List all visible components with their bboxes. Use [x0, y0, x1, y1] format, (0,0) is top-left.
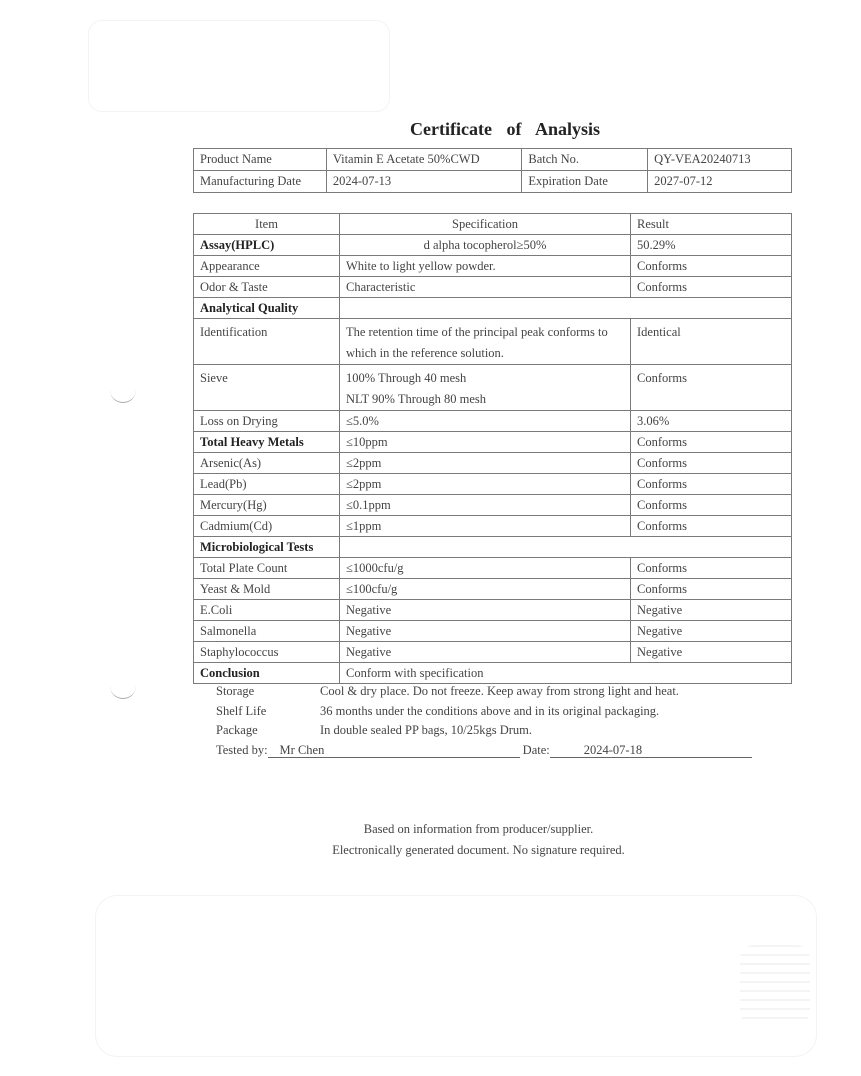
column-header-item: Item	[194, 214, 340, 235]
spec-cell: ≤5.0%	[340, 411, 631, 432]
spec-cell: ≤1ppm	[340, 516, 631, 537]
result-cell: Conforms	[631, 365, 792, 411]
result-cell: Conforms	[631, 432, 792, 453]
header-row	[194, 171, 792, 193]
result-cell: Conforms	[631, 256, 792, 277]
table-header-row	[194, 214, 792, 235]
table-row	[194, 256, 792, 277]
table-row	[194, 600, 792, 621]
spec-line: 100% Through 40 mesh	[346, 371, 467, 385]
tested-by-label: Tested by:	[216, 743, 268, 757]
table-row	[194, 642, 792, 663]
section-heading: Microbiological Tests	[194, 537, 340, 558]
result-cell: Negative	[631, 600, 792, 621]
item-cell: Odor & Taste	[194, 277, 340, 298]
table-row	[194, 319, 792, 365]
result-cell: Conforms	[631, 495, 792, 516]
scan-artifact	[740, 945, 810, 1025]
table-row	[194, 432, 792, 453]
spec-cell: ≤2ppm	[340, 474, 631, 495]
result-cell: 3.06%	[631, 411, 792, 432]
spec-cell	[340, 365, 631, 411]
table-row	[194, 277, 792, 298]
conclusion-value: Conform with specification	[340, 663, 792, 684]
scan-artifact	[88, 20, 390, 112]
spec-cell: ≤100cfu/g	[340, 579, 631, 600]
item-cell: E.Coli	[194, 600, 340, 621]
package-value: In double sealed PP bags, 10/25kgs Drum.	[320, 723, 533, 737]
spec-cell: ≤0.1ppm	[340, 495, 631, 516]
tested-by-line	[216, 743, 752, 758]
spec-cell: d alpha tocopherol≥50%	[340, 235, 631, 256]
spec-cell: ≤2ppm	[340, 453, 631, 474]
result-cell: Conforms	[631, 453, 792, 474]
batch-no-value: QY-VEA20240713	[648, 149, 792, 171]
conclusion-label: Conclusion	[194, 663, 340, 684]
table-row	[194, 621, 792, 642]
product-header-table	[193, 148, 792, 193]
conclusion-row	[194, 663, 792, 684]
document-title: Certificate of Analysis	[410, 119, 600, 139]
storage-line	[216, 684, 679, 699]
shelf-life-label: Shelf Life	[216, 704, 267, 718]
item-cell: Assay(HPLC)	[194, 235, 340, 256]
item-cell: Total Heavy Metals	[194, 432, 340, 453]
table-row	[194, 453, 792, 474]
spec-cell: ≤1000cfu/g	[340, 558, 631, 579]
shelf-life-line	[216, 704, 659, 719]
package-line	[216, 723, 532, 738]
result-cell: Negative	[631, 621, 792, 642]
table-row	[194, 474, 792, 495]
section-heading: Analytical Quality	[194, 298, 340, 319]
result-cell: Conforms	[631, 558, 792, 579]
item-cell: Loss on Drying	[194, 411, 340, 432]
item-cell: Total Plate Count	[194, 558, 340, 579]
date-label: Date:	[522, 743, 550, 757]
spec-cell	[340, 319, 631, 365]
item-cell: Arsenic(As)	[194, 453, 340, 474]
result-cell: 50.29%	[631, 235, 792, 256]
result-cell: Conforms	[631, 474, 792, 495]
mfg-date-value: 2024-07-13	[326, 171, 522, 193]
item-cell: Sieve	[194, 365, 340, 411]
spec-line: NLT 90% Through 80 mesh	[346, 392, 487, 406]
empty-cell	[340, 537, 792, 558]
product-name-value: Vitamin E Acetate 50%CWD	[326, 149, 522, 171]
spec-line: The retention time of the principal peak conforms to	[346, 325, 608, 339]
table-row	[194, 579, 792, 600]
result-cell: Identical	[631, 319, 792, 365]
spec-cell: Negative	[340, 621, 631, 642]
header-row	[194, 149, 792, 171]
result-cell: Conforms	[631, 579, 792, 600]
table-row	[194, 495, 792, 516]
item-cell: Appearance	[194, 256, 340, 277]
item-cell: Lead(Pb)	[194, 474, 340, 495]
package-label: Package	[216, 723, 258, 737]
product-name-label: Product Name	[194, 149, 327, 171]
empty-cell	[340, 298, 792, 319]
exp-date-label: Expiration Date	[522, 171, 648, 193]
column-header-result: Result	[631, 214, 792, 235]
table-row	[194, 365, 792, 411]
section-row	[194, 537, 792, 558]
tester-name: Mr Chen	[268, 743, 520, 758]
item-cell: Yeast & Mold	[194, 579, 340, 600]
table-row	[194, 516, 792, 537]
result-cell: Conforms	[631, 277, 792, 298]
exp-date-value: 2027-07-12	[648, 171, 792, 193]
spec-cell: Negative	[340, 642, 631, 663]
spec-cell: Negative	[340, 600, 631, 621]
punch-hole-mark	[110, 390, 136, 403]
analysis-table	[193, 213, 792, 684]
spec-line: which in the reference solution.	[346, 346, 504, 360]
test-date: 2024-07-18	[550, 743, 752, 758]
footer-note: Electronically generated document. No signature required.	[332, 843, 625, 857]
item-cell: Identification	[194, 319, 340, 365]
item-cell: Staphylococcus	[194, 642, 340, 663]
batch-no-label: Batch No.	[522, 149, 648, 171]
item-cell: Cadmium(Cd)	[194, 516, 340, 537]
table-row	[194, 558, 792, 579]
spec-cell: Characteristic	[340, 277, 631, 298]
storage-label: Storage	[216, 684, 255, 698]
item-cell: Mercury(Hg)	[194, 495, 340, 516]
shelf-life-value: 36 months under the conditions above and in its original packaging.	[320, 704, 660, 718]
section-row	[194, 298, 792, 319]
spec-cell: White to light yellow powder.	[340, 256, 631, 277]
punch-hole-mark	[110, 686, 136, 699]
item-cell: Salmonella	[194, 621, 340, 642]
mfg-date-label: Manufacturing Date	[194, 171, 327, 193]
spec-cell: ≤10ppm	[340, 432, 631, 453]
table-row	[194, 235, 792, 256]
scan-artifact	[95, 895, 817, 1057]
footer-note: Based on information from producer/supplier.	[363, 822, 594, 836]
column-header-specification: Specification	[340, 214, 631, 235]
table-row	[194, 411, 792, 432]
result-cell: Negative	[631, 642, 792, 663]
result-cell: Conforms	[631, 516, 792, 537]
storage-value: Cool & dry place. Do not freeze. Keep away from strong light and heat.	[320, 684, 679, 698]
